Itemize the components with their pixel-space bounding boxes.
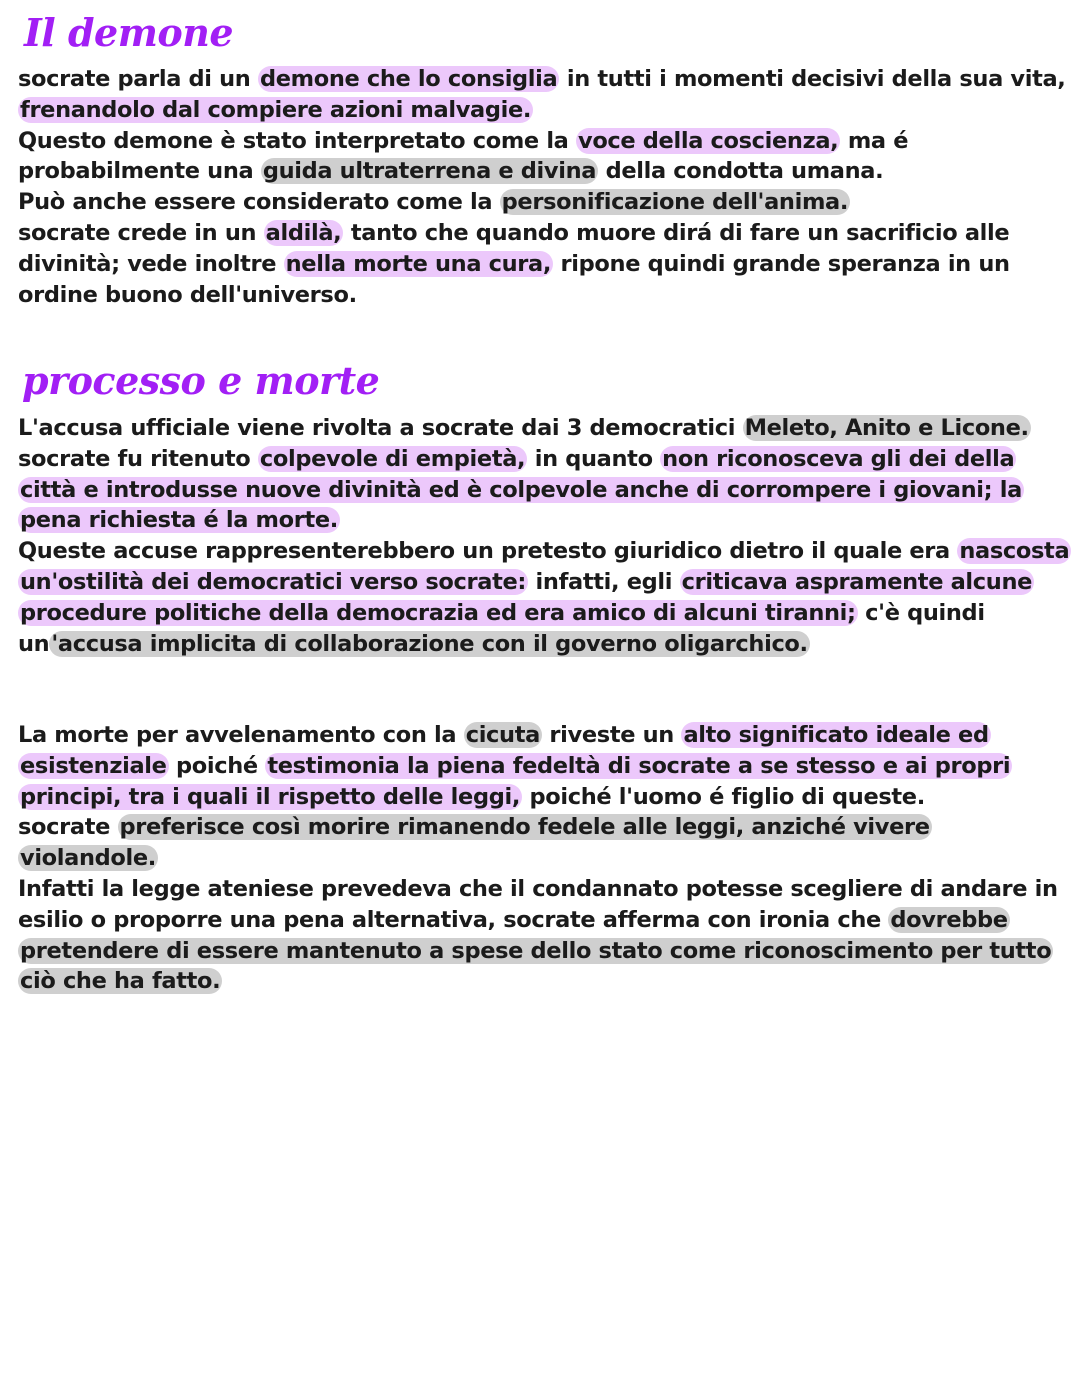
highlight-gray: personificazione dell'anima. (501, 189, 849, 216)
highlight-purple: alto significato ideale ed esistenziale (20, 722, 989, 779)
highlight-gray: 'accusa implicita di collaborazione con il governo oligarchico. (51, 630, 808, 657)
highlight-gray: Meleto, Anito e Licone. (744, 415, 1029, 441)
highlight-purple: frenandolo dal compiere azioni malvagie. (20, 96, 532, 123)
text-run: ma é probabilmente una (18, 127, 909, 185)
text-run: Infatti la legge ateniese prevedeva che il condannato potesse scegliere di andare in esilio o proporre una pena alternativa, socrate afferma con ironia che (18, 875, 1058, 933)
highlight-gray: preferisce così morire rimanendo fedele alle leggi, anziché vivere violandole. (20, 814, 930, 872)
highlight-purple: nascosta un'ostilità dei democratici verso socrate: (20, 538, 1070, 595)
text-run: c'è quindi un (18, 599, 985, 657)
text-run: socrate parla di un (18, 66, 258, 92)
highlight-purple: colpevole di empietà, (259, 445, 526, 472)
highlight-purple: nella morte una cura, (285, 250, 552, 277)
highlight-purple: voce della coscienza, (578, 127, 839, 154)
text-run: Queste accuse rappresenterebbero un pretesto giuridico dietro il quale era (18, 538, 958, 565)
text-run: in quanto (527, 445, 661, 472)
highlight-gray: guida ultraterrena e divina (262, 158, 597, 185)
section-title-demone: Il demone (24, 10, 234, 55)
highlight-gray: dovrebbe pretendere di essere mantenuto a spese dello stato come riconoscimento per tutto ciò che ha fatto. (20, 906, 1052, 995)
processo-paragraph-2 (18, 720, 1070, 997)
highlight-purple: testimonia la piena fedeltà di socrate a se stesso e ai propri principi, tra i quali il rispetto delle leggi, (20, 752, 1011, 810)
text-run: poiché (168, 752, 266, 779)
text-run: socrate crede in un (18, 219, 264, 246)
text-run: La morte per avvelenamento con la (18, 722, 464, 748)
highlight-purple: non riconosceva gli dei della città e introdusse nuove divinità ed è colpevole anche di corrompere i giovani; la pena richiesta é la morte. (20, 445, 1022, 534)
text-run: ripone quindi grande speranza in un ordine buono dell'universo. (18, 250, 1010, 308)
highlight-purple: criticava aspramente alcune procedure politiche della democrazia ed era amico di alcuni tiranni; (20, 568, 1033, 626)
text-run: Questo demone è stato interpretato come la (18, 127, 576, 154)
highlight-purple: aldilà, (265, 219, 342, 246)
demone-paragraph (18, 64, 1070, 310)
text-run: in tutti i momenti decisivi della sua vita, (559, 66, 1066, 92)
highlight-purple: demone che lo consiglia (259, 66, 558, 92)
text-run: della condotta umana. (598, 158, 884, 185)
text-run: poiché l'uomo é figlio di queste. (522, 783, 925, 810)
text-run: L'accusa ufficiale viene rivolta a socrate dai 3 democratici (18, 415, 743, 441)
text-run: socrate (18, 814, 118, 841)
text-run: tanto che quando muore dirá di fare un sacrificio alle divinità; vede inoltre (18, 219, 1010, 277)
highlight-gray: cicuta (465, 722, 540, 748)
processo-paragraph-1 (18, 413, 1070, 659)
section-title-processo: processo e morte (22, 358, 380, 403)
text-run: riveste un (541, 722, 682, 748)
text-run: Può anche essere considerato come la (18, 189, 500, 216)
text-run: socrate fu ritenuto (18, 445, 258, 472)
text-run: infatti, egli (528, 568, 680, 595)
